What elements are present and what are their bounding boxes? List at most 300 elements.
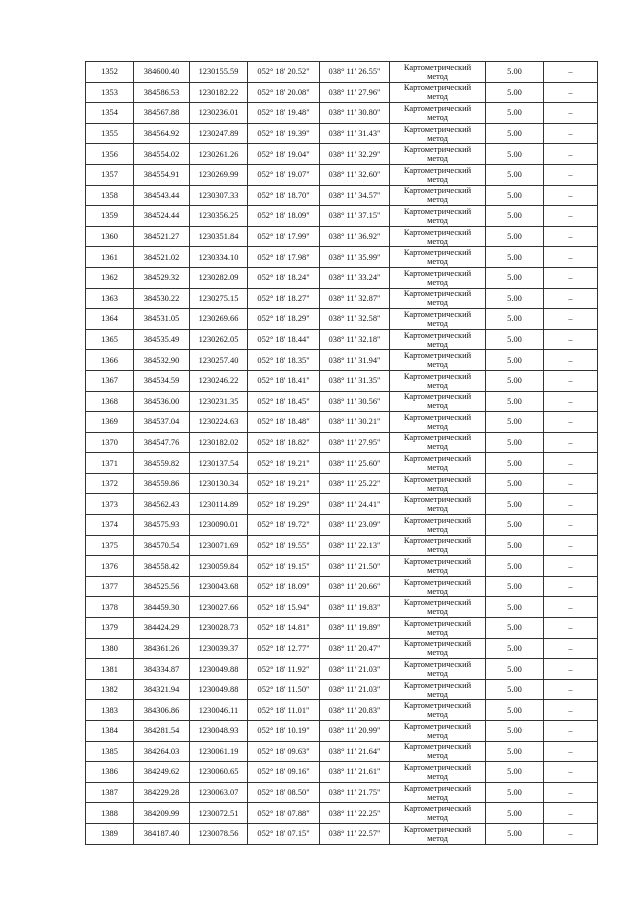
table-row [86,762,598,783]
y-coordinate-cell: 1230356.25 [190,206,248,227]
latitude-cell: 052° 18' 18.09" [248,576,320,597]
method-line-2: метод [427,154,448,164]
x-coordinate-cell: 384554.91 [134,164,190,185]
method-line-2: метод [427,215,448,225]
method-cell [390,556,486,577]
method-line-1: Картометрический [403,206,472,216]
point-number-cell: 1356 [86,144,134,165]
method-line-2: метод [427,771,448,781]
accuracy-cell: 5.00 [486,679,544,700]
longitude-cell: 038° 11' 21.50" [320,556,390,577]
table-row [86,432,598,453]
point-number-cell: 1385 [86,741,134,762]
note-cell: – [544,576,598,597]
point-number-cell: 1369 [86,412,134,433]
accuracy-cell: 5.00 [486,82,544,103]
method-line-1: Картометрический [403,145,472,155]
longitude-cell: 038° 11' 20.99" [320,721,390,742]
accuracy-cell: 5.00 [486,721,544,742]
x-coordinate-cell: 384567.88 [134,103,190,124]
method-cell [390,659,486,680]
method-cell [390,803,486,824]
x-coordinate-cell: 384531.05 [134,309,190,330]
y-coordinate-cell: 1230224.63 [190,412,248,433]
table-row [86,164,598,185]
method-cell [390,226,486,247]
x-coordinate-cell: 384424.29 [134,618,190,639]
accuracy-cell: 5.00 [486,494,544,515]
method-line-2: метод [427,195,448,205]
longitude-cell: 038° 11' 23.09" [320,515,390,536]
latitude-cell: 052° 18' 18.35" [248,350,320,371]
x-coordinate-cell: 384529.32 [134,267,190,288]
longitude-cell: 038° 11' 25.60" [320,453,390,474]
point-number-cell: 1370 [86,432,134,453]
table-row [86,206,598,227]
method-cell [390,432,486,453]
accuracy-cell: 5.00 [486,741,544,762]
x-coordinate-cell: 384521.02 [134,247,190,268]
method-line-2: метод [427,463,448,473]
method-cell [390,762,486,783]
accuracy-cell: 5.00 [486,144,544,165]
latitude-cell: 052° 18' 15.94" [248,597,320,618]
note-cell: – [544,309,598,330]
accuracy-cell: 5.00 [486,556,544,577]
y-coordinate-cell: 1230269.99 [190,164,248,185]
method-line-2: метод [427,524,448,534]
x-coordinate-cell: 384521.27 [134,226,190,247]
latitude-cell: 052° 18' 14.81" [248,618,320,639]
x-coordinate-cell: 384525.56 [134,576,190,597]
accuracy-cell: 5.00 [486,164,544,185]
latitude-cell: 052° 18' 12.77" [248,638,320,659]
accuracy-cell: 5.00 [486,206,544,227]
point-number-cell: 1383 [86,700,134,721]
latitude-cell: 052° 18' 10.19" [248,721,320,742]
table-row [86,803,598,824]
y-coordinate-cell: 1230049.88 [190,679,248,700]
table-row [86,700,598,721]
y-coordinate-cell: 1230049.88 [190,659,248,680]
method-line-2: метод [427,236,448,246]
method-line-1: Картометрический [403,536,472,546]
method-line-1: Картометрический [403,412,472,422]
latitude-cell: 052° 18' 18.82" [248,432,320,453]
point-number-cell: 1361 [86,247,134,268]
accuracy-cell: 5.00 [486,576,544,597]
method-cell [390,185,486,206]
method-cell [390,329,486,350]
method-line-1: Картометрический [403,721,472,731]
accuracy-cell: 5.00 [486,659,544,680]
accuracy-cell: 5.00 [486,597,544,618]
note-cell: – [544,535,598,556]
coordinates-table [85,61,598,845]
table-row [86,721,598,742]
accuracy-cell: 5.00 [486,762,544,783]
method-line-1: Картометрический [403,62,472,72]
method-cell [390,721,486,742]
method-cell [390,597,486,618]
method-cell [390,247,486,268]
latitude-cell: 052° 18' 17.98" [248,247,320,268]
method-line-2: метод [427,298,448,308]
accuracy-cell: 5.00 [486,103,544,124]
x-coordinate-cell: 384306.86 [134,700,190,721]
method-line-2: метод [427,360,448,370]
method-line-1: Картометрический [403,639,472,649]
y-coordinate-cell: 1230028.73 [190,618,248,639]
note-cell: – [544,391,598,412]
method-line-2: метод [427,380,448,390]
method-line-1: Картометрический [403,680,472,690]
latitude-cell: 052° 18' 18.41" [248,370,320,391]
point-number-cell: 1374 [86,515,134,536]
y-coordinate-cell: 1230236.01 [190,103,248,124]
longitude-cell: 038° 11' 27.96" [320,82,390,103]
table-row [86,515,598,536]
note-cell: – [544,597,598,618]
note-cell: – [544,267,598,288]
table-row [86,453,598,474]
point-number-cell: 1365 [86,329,134,350]
point-number-cell: 1359 [86,206,134,227]
note-cell: – [544,144,598,165]
table-row [86,494,598,515]
method-line-1: Картометрический [403,577,472,587]
y-coordinate-cell: 1230351.84 [190,226,248,247]
point-number-cell: 1371 [86,453,134,474]
longitude-cell: 038° 11' 21.03" [320,659,390,680]
table-row [86,123,598,144]
method-line-2: метод [427,669,448,679]
method-cell [390,535,486,556]
point-number-cell: 1357 [86,164,134,185]
note-cell: – [544,82,598,103]
method-line-2: метод [427,112,448,122]
y-coordinate-cell: 1230182.22 [190,82,248,103]
longitude-cell: 038° 11' 36.92" [320,226,390,247]
method-cell [390,638,486,659]
x-coordinate-cell: 384575.93 [134,515,190,536]
accuracy-cell: 5.00 [486,247,544,268]
method-line-1: Картометрический [403,701,472,711]
y-coordinate-cell: 1230246.22 [190,370,248,391]
accuracy-cell: 5.00 [486,62,544,83]
x-coordinate-cell: 384586.53 [134,82,190,103]
method-line-2: метод [427,442,448,452]
latitude-cell: 052° 18' 09.16" [248,762,320,783]
method-line-2: метод [427,133,448,143]
table-row [86,473,598,494]
note-cell: – [544,494,598,515]
x-coordinate-cell: 384534.59 [134,370,190,391]
y-coordinate-cell: 1230063.07 [190,782,248,803]
longitude-cell: 038° 11' 31.94" [320,350,390,371]
table-row [86,226,598,247]
point-number-cell: 1381 [86,659,134,680]
x-coordinate-cell: 384562.43 [134,494,190,515]
method-line-2: метод [427,92,448,102]
method-line-2: метод [427,401,448,411]
note-cell: – [544,453,598,474]
x-coordinate-cell: 384334.87 [134,659,190,680]
method-line-2: метод [427,730,448,740]
table-row [86,391,598,412]
accuracy-cell: 5.00 [486,267,544,288]
y-coordinate-cell: 1230061.19 [190,741,248,762]
method-line-1: Картометрический [403,392,472,402]
x-coordinate-cell: 384564.92 [134,123,190,144]
point-number-cell: 1388 [86,803,134,824]
method-cell [390,700,486,721]
method-cell [390,823,486,844]
method-line-2: метод [427,627,448,637]
y-coordinate-cell: 1230137.54 [190,453,248,474]
note-cell: – [544,700,598,721]
point-number-cell: 1380 [86,638,134,659]
longitude-cell: 038° 11' 31.43" [320,123,390,144]
method-cell [390,494,486,515]
method-line-2: метод [427,833,448,843]
longitude-cell: 038° 11' 21.75" [320,782,390,803]
point-number-cell: 1366 [86,350,134,371]
note-cell: – [544,206,598,227]
y-coordinate-cell: 1230334.10 [190,247,248,268]
method-cell [390,164,486,185]
method-line-1: Картометрический [403,804,472,814]
longitude-cell: 038° 11' 35.99" [320,247,390,268]
longitude-cell: 038° 11' 21.64" [320,741,390,762]
accuracy-cell: 5.00 [486,391,544,412]
point-number-cell: 1367 [86,370,134,391]
point-number-cell: 1354 [86,103,134,124]
latitude-cell: 052° 18' 07.15" [248,823,320,844]
y-coordinate-cell: 1230071.69 [190,535,248,556]
note-cell: – [544,185,598,206]
method-line-1: Картометрический [403,618,472,628]
latitude-cell: 052° 18' 08.50" [248,782,320,803]
accuracy-cell: 5.00 [486,432,544,453]
method-cell [390,62,486,83]
point-number-cell: 1387 [86,782,134,803]
note-cell: – [544,370,598,391]
note-cell: – [544,350,598,371]
longitude-cell: 038° 11' 32.60" [320,164,390,185]
method-line-2: метод [427,504,448,514]
y-coordinate-cell: 1230043.68 [190,576,248,597]
longitude-cell: 038° 11' 22.25" [320,803,390,824]
table-row [86,618,598,639]
table-row [86,82,598,103]
table-row [86,823,598,844]
longitude-cell: 038° 11' 21.03" [320,679,390,700]
longitude-cell: 038° 11' 19.89" [320,618,390,639]
note-cell: – [544,103,598,124]
note-cell: – [544,226,598,247]
note-cell: – [544,473,598,494]
y-coordinate-cell: 1230282.09 [190,267,248,288]
table-row [86,62,598,83]
method-line-1: Картометрический [403,227,472,237]
method-line-2: метод [427,545,448,555]
y-coordinate-cell: 1230060.65 [190,762,248,783]
table-row [86,185,598,206]
y-coordinate-cell: 1230275.15 [190,288,248,309]
method-line-2: метод [427,792,448,802]
method-line-1: Картометрический [403,289,472,299]
table-row [86,309,598,330]
accuracy-cell: 5.00 [486,309,544,330]
method-line-1: Картометрический [403,268,472,278]
table-body [86,62,598,845]
y-coordinate-cell: 1230114.89 [190,494,248,515]
method-line-2: метод [427,174,448,184]
table-row [86,576,598,597]
method-line-1: Картометрический [403,248,472,258]
latitude-cell: 052° 18' 18.29" [248,309,320,330]
x-coordinate-cell: 384209.99 [134,803,190,824]
method-line-2: метод [427,751,448,761]
y-coordinate-cell: 1230027.66 [190,597,248,618]
point-number-cell: 1372 [86,473,134,494]
y-coordinate-cell: 1230155.59 [190,62,248,83]
method-line-2: метод [427,689,448,699]
y-coordinate-cell: 1230059.84 [190,556,248,577]
point-number-cell: 1358 [86,185,134,206]
method-line-1: Картометрический [403,783,472,793]
latitude-cell: 052° 18' 20.52" [248,62,320,83]
longitude-cell: 038° 11' 33.24" [320,267,390,288]
table-row [86,659,598,680]
method-cell [390,453,486,474]
method-cell [390,618,486,639]
note-cell: – [544,432,598,453]
accuracy-cell: 5.00 [486,473,544,494]
method-line-1: Картометрический [403,495,472,505]
point-number-cell: 1355 [86,123,134,144]
accuracy-cell: 5.00 [486,618,544,639]
method-line-1: Картометрический [403,371,472,381]
point-number-cell: 1352 [86,62,134,83]
point-number-cell: 1384 [86,721,134,742]
table-row [86,782,598,803]
longitude-cell: 038° 11' 37.15" [320,206,390,227]
note-cell: – [544,762,598,783]
x-coordinate-cell: 384570.54 [134,535,190,556]
y-coordinate-cell: 1230257.40 [190,350,248,371]
y-coordinate-cell: 1230269.66 [190,309,248,330]
method-line-1: Картометрический [403,351,472,361]
accuracy-cell: 5.00 [486,823,544,844]
note-cell: – [544,782,598,803]
note-cell: – [544,659,598,680]
note-cell: – [544,638,598,659]
table-row [86,535,598,556]
table-row [86,556,598,577]
note-cell: – [544,721,598,742]
y-coordinate-cell: 1230247.89 [190,123,248,144]
method-line-1: Картометрический [403,124,472,134]
method-line-2: метод [427,339,448,349]
point-number-cell: 1375 [86,535,134,556]
accuracy-cell: 5.00 [486,638,544,659]
x-coordinate-cell: 384281.54 [134,721,190,742]
method-line-1: Картометрический [403,824,472,834]
point-number-cell: 1386 [86,762,134,783]
accuracy-cell: 5.00 [486,123,544,144]
method-cell [390,123,486,144]
x-coordinate-cell: 384530.22 [134,288,190,309]
latitude-cell: 052° 18' 11.01" [248,700,320,721]
point-number-cell: 1377 [86,576,134,597]
y-coordinate-cell: 1230262.05 [190,329,248,350]
method-line-1: Картометрический [403,83,472,93]
point-number-cell: 1368 [86,391,134,412]
x-coordinate-cell: 384558.42 [134,556,190,577]
longitude-cell: 038° 11' 22.57" [320,823,390,844]
point-number-cell: 1389 [86,823,134,844]
method-line-2: метод [427,648,448,658]
latitude-cell: 052° 18' 18.45" [248,391,320,412]
latitude-cell: 052° 18' 19.04" [248,144,320,165]
method-cell [390,473,486,494]
x-coordinate-cell: 384554.02 [134,144,190,165]
latitude-cell: 052° 18' 19.39" [248,123,320,144]
y-coordinate-cell: 1230046.11 [190,700,248,721]
longitude-cell: 038° 11' 30.80" [320,103,390,124]
longitude-cell: 038° 11' 27.95" [320,432,390,453]
method-line-1: Картометрический [403,165,472,175]
accuracy-cell: 5.00 [486,226,544,247]
method-cell [390,679,486,700]
x-coordinate-cell: 384249.62 [134,762,190,783]
latitude-cell: 052° 18' 18.24" [248,267,320,288]
method-cell [390,782,486,803]
method-line-2: метод [427,277,448,287]
x-coordinate-cell: 384535.49 [134,329,190,350]
point-number-cell: 1363 [86,288,134,309]
method-cell [390,391,486,412]
longitude-cell: 038° 11' 19.83" [320,597,390,618]
accuracy-cell: 5.00 [486,453,544,474]
y-coordinate-cell: 1230072.51 [190,803,248,824]
longitude-cell: 038° 11' 26.55" [320,62,390,83]
note-cell: – [544,823,598,844]
note-cell: – [544,803,598,824]
table-row [86,370,598,391]
longitude-cell: 038° 11' 32.58" [320,309,390,330]
accuracy-cell: 5.00 [486,515,544,536]
latitude-cell: 052° 18' 09.63" [248,741,320,762]
latitude-cell: 052° 18' 19.55" [248,535,320,556]
method-line-1: Картометрический [403,660,472,670]
x-coordinate-cell: 384321.94 [134,679,190,700]
note-cell: – [544,556,598,577]
latitude-cell: 052° 18' 19.48" [248,103,320,124]
x-coordinate-cell: 384532.90 [134,350,190,371]
longitude-cell: 038° 11' 25.22" [320,473,390,494]
y-coordinate-cell: 1230261.26 [190,144,248,165]
point-number-cell: 1353 [86,82,134,103]
method-cell [390,103,486,124]
method-line-2: метод [427,421,448,431]
method-line-1: Картометрический [403,762,472,772]
method-cell [390,412,486,433]
point-number-cell: 1379 [86,618,134,639]
latitude-cell: 052° 18' 19.72" [248,515,320,536]
